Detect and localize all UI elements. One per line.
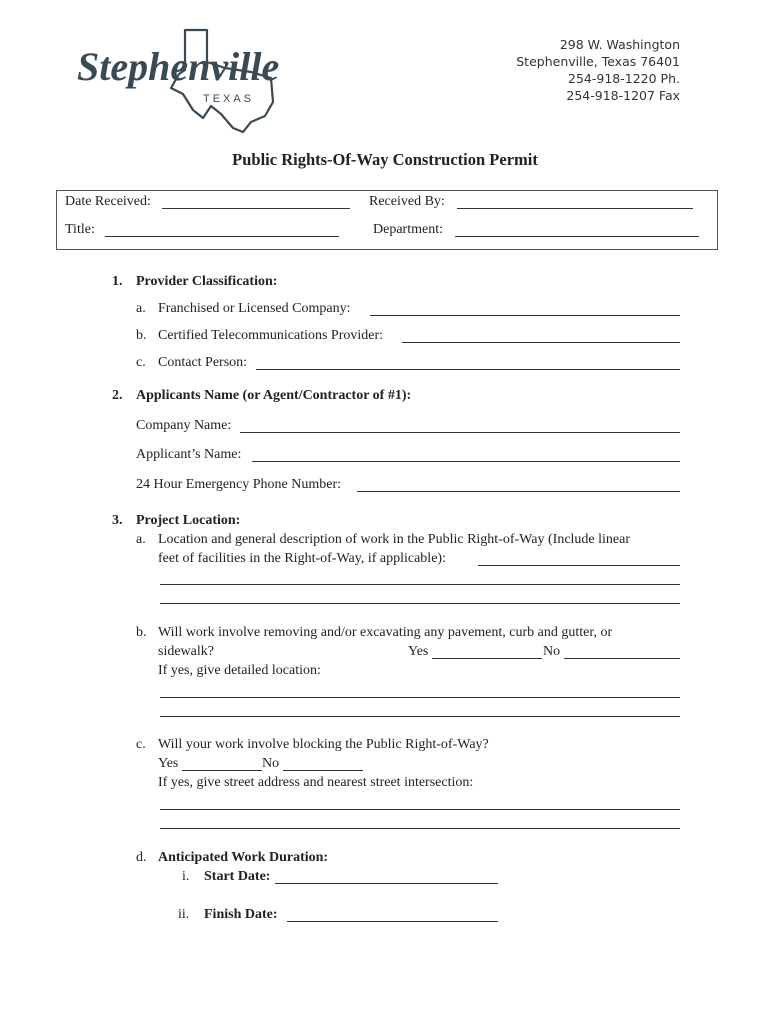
logo-subtext: TEXAS bbox=[203, 93, 255, 105]
address-city: Stephenville, Texas 76401 bbox=[516, 54, 680, 69]
received-by-field[interactable] bbox=[457, 208, 693, 209]
item-3a-marker: a. bbox=[136, 532, 146, 547]
start-date-marker: i. bbox=[182, 869, 190, 884]
finish-date-label: Finish Date: bbox=[204, 907, 278, 922]
work-description-line1: Location and general description of work in the Public Right-of-Way (Include linear bbox=[158, 532, 631, 547]
contact-person-field[interactable] bbox=[256, 369, 680, 370]
item-3b-marker: b. bbox=[136, 625, 147, 640]
item-3d-marker: d. bbox=[136, 850, 147, 865]
blocking-address-field-1[interactable] bbox=[160, 809, 680, 810]
blocking-no-label: No bbox=[262, 756, 280, 771]
section-3-number: 3. bbox=[112, 513, 123, 528]
section-1-number: 1. bbox=[112, 274, 123, 289]
item-1c-marker: c. bbox=[136, 355, 146, 370]
section-1-heading: Provider Classification: bbox=[136, 274, 278, 289]
page-title: Public Rights-Of-Way Construction Permit bbox=[232, 150, 538, 169]
item-1b-marker: b. bbox=[136, 328, 147, 343]
department-label: Department: bbox=[373, 222, 443, 237]
section-2-number: 2. bbox=[112, 388, 123, 403]
work-description-field-1[interactable] bbox=[478, 565, 680, 566]
excavation-location-field-1[interactable] bbox=[160, 697, 680, 698]
blocking-question: Will your work involve blocking the Public Right-of-Way? bbox=[158, 737, 489, 752]
company-name-field[interactable] bbox=[240, 432, 680, 433]
blocking-address-field-2[interactable] bbox=[160, 828, 680, 829]
franchised-company-field[interactable] bbox=[370, 315, 680, 316]
excavation-location-field-2[interactable] bbox=[160, 716, 680, 717]
finish-date-field[interactable] bbox=[287, 921, 498, 922]
blocking-detail-label: If yes, give street address and nearest street intersection: bbox=[158, 775, 474, 790]
work-description-field-2[interactable] bbox=[160, 584, 680, 585]
date-received-label: Date Received: bbox=[65, 194, 151, 209]
title-field[interactable] bbox=[105, 236, 339, 237]
item-3c-marker: c. bbox=[136, 737, 146, 752]
excavation-no-field[interactable] bbox=[564, 658, 680, 659]
address-fax: 254-918-1207 Fax bbox=[566, 88, 680, 103]
date-received-field[interactable] bbox=[162, 208, 350, 209]
applicant-name-field[interactable] bbox=[252, 461, 680, 462]
excavation-question-line2: sidewalk? bbox=[158, 644, 214, 659]
item-1a-marker: a. bbox=[136, 301, 146, 316]
section-3-heading: Project Location: bbox=[136, 513, 241, 528]
emergency-phone-field[interactable] bbox=[357, 491, 680, 492]
received-by-label: Received By: bbox=[369, 194, 445, 209]
address-phone: 254-918-1220 Ph. bbox=[568, 71, 680, 86]
excavation-yes-field[interactable] bbox=[432, 658, 542, 659]
certified-telecom-field[interactable] bbox=[402, 342, 680, 343]
excavation-no-label: No bbox=[543, 644, 561, 659]
logo-wordmark: Stephenville bbox=[77, 44, 280, 89]
stephenville-logo bbox=[75, 22, 290, 134]
address-block bbox=[516, 36, 680, 104]
excavation-yes-label: Yes bbox=[408, 644, 429, 659]
franchised-company-label: Franchised or Licensed Company: bbox=[158, 301, 351, 316]
finish-date-marker: ii. bbox=[178, 907, 190, 922]
company-name-label: Company Name: bbox=[136, 418, 232, 433]
work-duration-heading: Anticipated Work Duration: bbox=[158, 850, 329, 865]
work-description-line2: feet of facilities in the Right-of-Way, if applicable): bbox=[158, 551, 446, 566]
section-2-heading: Applicants Name (or Agent/Contractor of #1): bbox=[136, 388, 412, 403]
certified-telecom-label: Certified Telecommunications Provider: bbox=[158, 328, 384, 343]
excavation-detail-label: If yes, give detailed location: bbox=[158, 663, 321, 678]
blocking-no-field[interactable] bbox=[283, 770, 363, 771]
start-date-field[interactable] bbox=[275, 883, 498, 884]
address-street: 298 W. Washington bbox=[559, 37, 680, 52]
department-field[interactable] bbox=[455, 236, 699, 237]
applicant-name-label: Applicant’s Name: bbox=[136, 447, 242, 462]
contact-person-label: Contact Person: bbox=[158, 355, 248, 370]
blocking-yes-field[interactable] bbox=[182, 770, 262, 771]
emergency-phone-label: 24 Hour Emergency Phone Number: bbox=[136, 477, 342, 492]
excavation-question-line1: Will work involve removing and/or excavating any pavement, curb and gutter, or bbox=[158, 625, 613, 640]
start-date-label: Start Date: bbox=[204, 869, 271, 884]
work-description-field-3[interactable] bbox=[160, 603, 680, 604]
blocking-yes-label: Yes bbox=[158, 756, 179, 771]
title-label: Title: bbox=[65, 222, 95, 237]
